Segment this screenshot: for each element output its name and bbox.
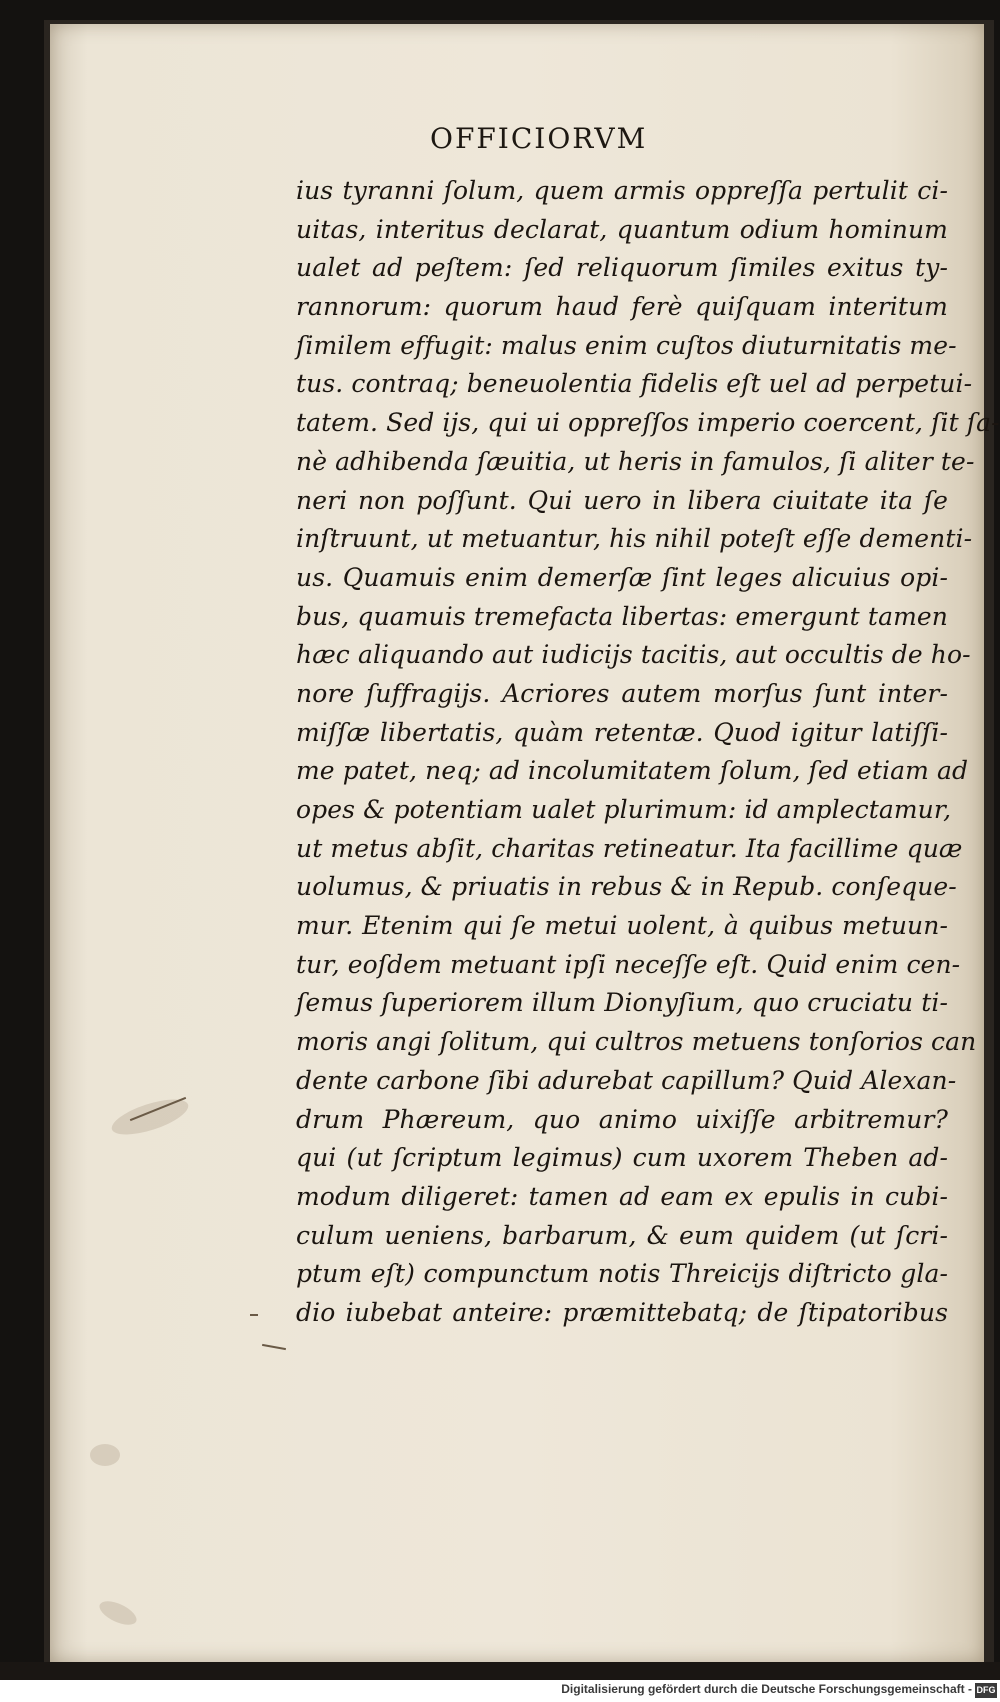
text-line: nore ſuffragijs. Acriores autem morſus ſunt inter- [296, 678, 948, 708]
text-line: nè adhibenda ſæuitia, ut heris in famulos, ſi aliter te- [296, 446, 975, 476]
text-line: dio iubebat anteire: præmittebatq; de ſtipatoribus [296, 1297, 948, 1327]
margin-annotation-mark [250, 1314, 258, 1316]
text-line: uolumus, & priuatis in rebus & in Repub. conſeque- [296, 872, 957, 902]
body-text [296, 172, 1000, 1333]
text-line: drum Phæreum, quo animo uixiſſe arbitremur? [296, 1104, 948, 1134]
text-line: us. Quamuis enim demerſæ ſint leges alicuius opi- [296, 562, 948, 592]
text-line: ſemus ſuperiorem illum Dionyſium, quo cruciatu ti- [296, 988, 948, 1018]
text-line: culum ueniens, barbarum, & eum quidem (ut ſcri- [296, 1220, 948, 1250]
text-line: neri non poſſunt. Qui uero in libera ciuitate ita ſe [296, 485, 948, 515]
text-line: ſimilem effugit: malus enim cuſtos diuturnitatis me- [296, 330, 957, 360]
text-line: opes & potentiam ualet plurimum: id amplectamur, [296, 795, 952, 824]
text-line: qui (ut ſcriptum legimus) cum uxorem Theben ad- [296, 1143, 948, 1173]
text-line: tus. contraq; beneuolentia fidelis eſt uel ad perpetui- [296, 369, 973, 399]
footer-bar [0, 1680, 1000, 1702]
text-line: rannorum: quorum haud ferè quiſquam interitum [296, 292, 948, 322]
text-line: ptum eſt) compunctum notis Threicijs diſtricto gla- [296, 1259, 948, 1289]
text-line: dente carbone ſibi adurebat capillum? Quid Alexan- [296, 1065, 957, 1095]
paper-stain [90, 1444, 120, 1466]
text-line: mur. Etenim qui ſe metui uolent, à quibus metuun- [296, 911, 948, 941]
funding-credit: Digitalisierung gefördert durch die Deutsche Forschungsgemeinschaft - [561, 1682, 972, 1696]
text-line: ius tyranni ſolum, quem armis oppreſſa pertulit ci- [296, 176, 948, 205]
text-line: uitas, interitus declarat, quantum odium hominum [296, 214, 948, 244]
text-line: inſtruunt, ut metuantur, his nihil poteſt eſſe dementi- [296, 524, 973, 554]
text-line: ualet ad peſtem: ſed reliquorum ſimiles exitus ty- [296, 253, 948, 283]
scan-border [0, 1662, 1000, 1680]
text-line: tur, eoſdem metuant ipſi neceſſe eſt. Quid enim cen- [296, 949, 961, 979]
text-line: tatem. Sed ijs, qui ui oppreſſos imperio coercent, ſit ſa- [296, 408, 1000, 438]
running-head: OFFICIORVM [430, 122, 648, 155]
text-line: hæc aliquando aut iudicijs tacitis, aut occultis de ho- [296, 640, 971, 670]
text-line: bus, quamuis tremefacta libertas: emergunt tamen [296, 601, 948, 631]
paper-stain [96, 1596, 140, 1629]
text-line: moris angi ſolitum, qui cultros metuens tonſorios can [296, 1027, 977, 1057]
dfg-logo: DFG [975, 1683, 997, 1698]
text-line: modum diligeret: tamen ad eam ex epulis in cubi- [296, 1181, 948, 1211]
text-line: me patet, neq; ad incolumitatem ſolum, ſed etiam ad [296, 756, 969, 786]
text-line: miſſæ libertatis, quàm retentæ. Quod igitur latiſſi- [296, 717, 948, 747]
text-line: ut metus abſit, charitas retineatur. Ita facillime quæ [296, 833, 963, 863]
